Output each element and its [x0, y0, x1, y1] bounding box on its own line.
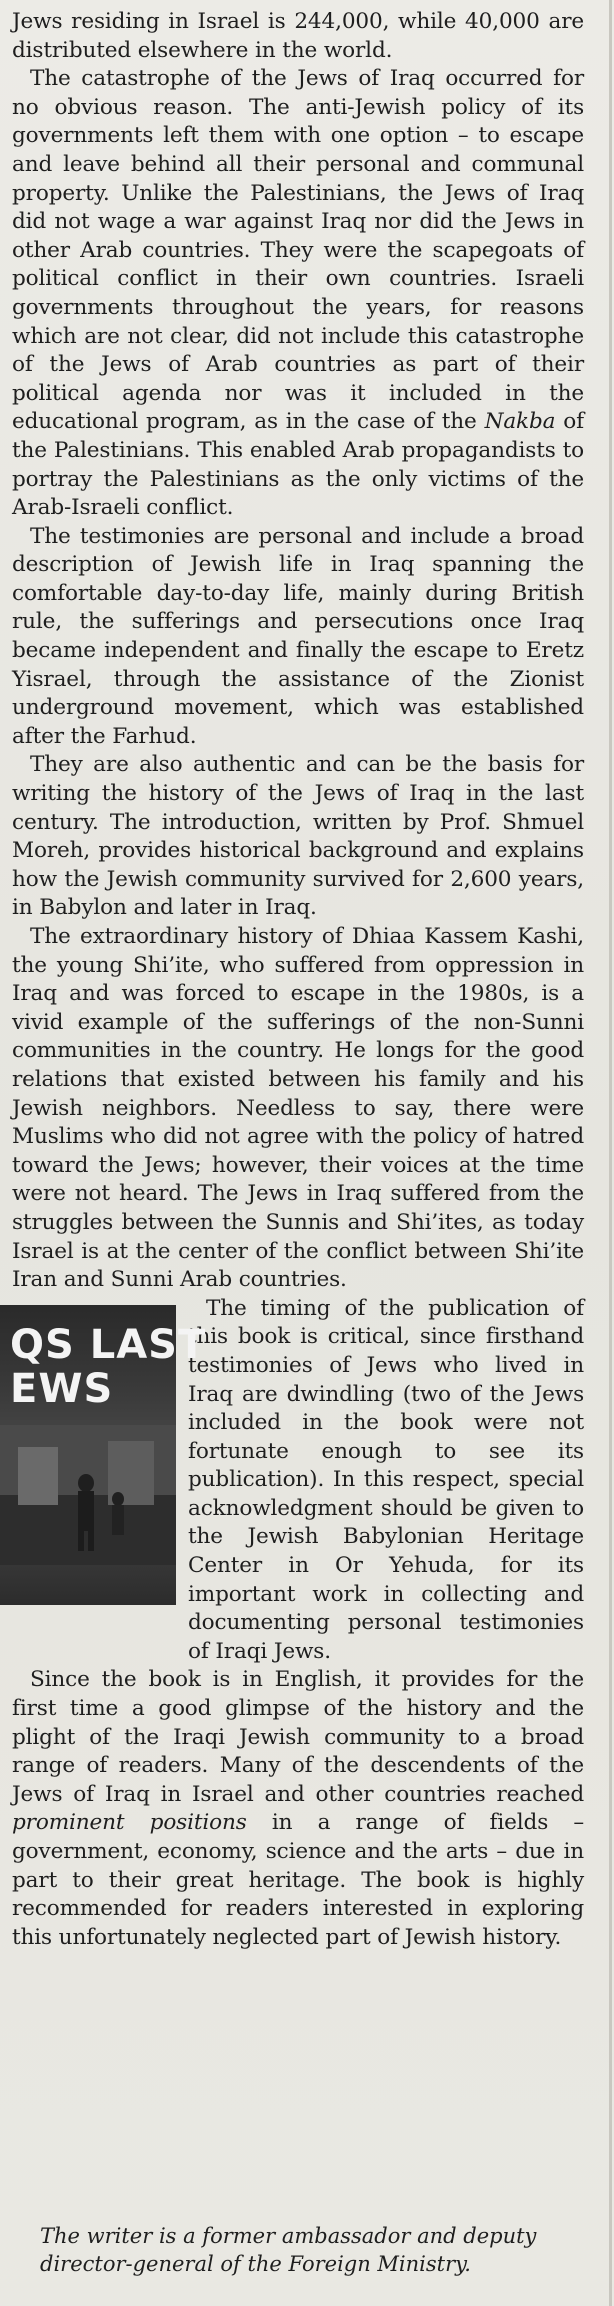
paragraph-3-text: The testimonies are personal and include a broad description of Jewish life in Iraq spanning the comfortable day-to-day life, mainly during British rule, the sufferings and persecutions once Iraq became independent and finally the escape to Eretz Yisrael, through the assistance of the Zionist underground movement, which was established after the Farhud.: [12, 523, 584, 749]
author-note: The writer is a former ambassador and deputy director-general of the Foreign Ministry.: [40, 2224, 537, 2276]
paragraph-1: [12, 8, 584, 65]
nakba-italic: Nakba: [484, 409, 556, 435]
paragraph-6-text: The timing of the publication of this book is critical, since firsthand testimonies of Jews who lived in Iraq are dwindling (two of the Jews included in the book were not fortunate enough to see its publication). In this respect, special acknowledgment should be given to the Jewish Babylonian Heritage Center in Or Yehuda, for its important work in collecting and documenting personal testimonies of Iraqi Jews.: [188, 1295, 584, 1664]
paragraph-1-text: Jews residing in Israel is 244,000, while 40,000 are distributed elsewhere in the world.: [12, 9, 584, 63]
book-cover-photo: [0, 1425, 176, 1565]
article-column: [12, 8, 584, 1952]
paragraph-4-text: They are also authentic and can be the basis for writing the history of the Jews of Iraq in the last century. The introduction, written by Prof. Shmuel Moreh, provides historical background and explains how the Jewish community survived for 2,600 years, in Babylon and later in Iraq.: [12, 752, 584, 921]
paragraph-2-text: The catastrophe of the Jews of Iraq occurred for no obvious reason. The anti-Jewish policy of its governments left them with one option – to escape and leave behind all their personal and communal property. Unlike the Palestinians, the Jews of Iraq did not wage a war against Iraq nor did the Jews in other Arab countries. They were the scapegoats of political conflict in their own countries. Israeli governments throughout the years, for reasons which are not clear, did not include this catastrophe of the Jews of Arab countries as part of their political agenda nor was it included in the educational program, as in the case of the: [12, 66, 584, 435]
paragraph-7: [12, 1666, 584, 1952]
book-cover-title: QS LAST EWS: [10, 1321, 207, 1412]
paragraph-5: [12, 923, 584, 1295]
paragraph-7-text: Since the book is in English, it provides for the first time a good glimpse of the history and the plight of the Iraqi Jewish community to a broad range of readers. Many of the descendents of the Jews of Iraq in Israel and other countries reached: [12, 1667, 584, 1807]
paragraph-2-end: of the Palestinians. This enabled Arab propagandists to portray the Palestinians as the only victims of the Arab-Israeli conflict.: [12, 409, 584, 521]
paragraph-7-end: in a range of fields – government, economy, science and the arts – due in part to their great heritage. The book is highly recommended for readers interested in exploring this unfortunately neglected part of Jewish history.: [12, 1810, 584, 1950]
paragraph-4: [12, 751, 584, 923]
book-cover-figure: [0, 1297, 207, 1663]
paragraph-5-text: The extraordinary history of Dhiaa Kassem Kashi, the young Shi’ite, who suffered from oppression in Iraq and was forced to escape in the 1980s, is a vivid example of the sufferings of the non-Sunni communities in the country. He longs for the good relations that existed between his family and his Jewish neighbors. Needless to say, there were Muslims who did not agree with the policy of hatred toward the Jews; however, their voices at the time were not heard. The Jews in Iraq suffered from the struggles between the Sunnis and Shi’ites, as today Israel is at the center of the conflict between Shi’ite Iran and Sunni Arab countries.: [12, 924, 584, 1293]
paragraph-2: [12, 65, 584, 523]
column-rule: [609, 0, 612, 2306]
paragraph-3: [12, 523, 584, 752]
prominent-positions-italic: prominent positions: [12, 1810, 247, 1836]
book-cover-image: [0, 1305, 207, 1605]
